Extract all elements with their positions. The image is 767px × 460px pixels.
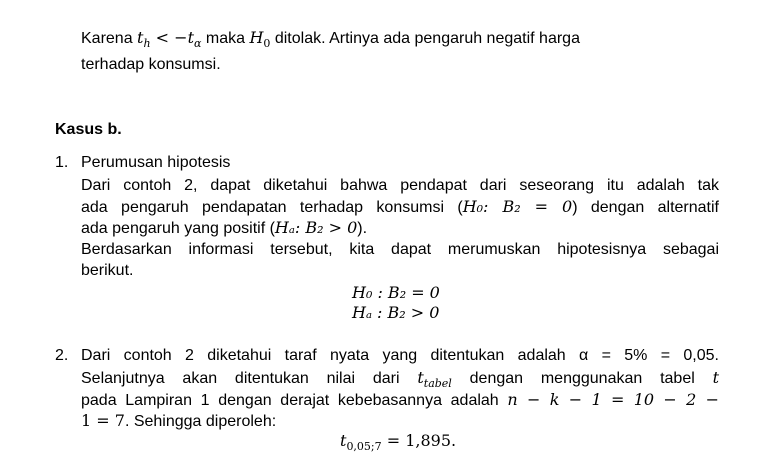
item-2-line-4: 1 = 7. Sehingga diperoleh:: [81, 411, 277, 430]
intro-line-2: terhadap konsumsi.: [81, 56, 221, 73]
item-2-number: 2.: [55, 347, 69, 364]
equation-t-result: $t_{0,05;7} = 1,895$.: [340, 431, 457, 454]
t-tabel-symbol: $t_{tabel}$: [417, 368, 452, 391]
intro-text: ditolak. Artinya ada pengaruh negatif harga: [270, 30, 580, 47]
case-heading: Kasus b.: [55, 121, 122, 138]
equation-h0: H₀ : B₂ = 0: [352, 283, 440, 302]
hypothesis-h0-inline: H₀: B₂ = 0: [462, 197, 573, 216]
item-1-p1-line-2: ada pengaruh pendapatan terhadap konsumsi (H₀: B₂ = 0) dengan alternatif: [81, 197, 719, 216]
less-than-symbol: < −: [150, 28, 188, 47]
t-symbol: t: [712, 368, 720, 387]
t-alpha-symbol: $t_\alpha$: [187, 28, 202, 51]
item-2-line-2: Selanjutnya akan ditentukan nilai dari $t_{tabel}$ dengan menggunakan tabel t: [81, 368, 720, 391]
item-1-p2-line-1: Berdasarkan informasi tersebut, kita dapat merumuskan hipotesisnya sebagai: [81, 241, 719, 258]
intro-text: maka: [201, 30, 250, 47]
item-2-line-3: pada Lampiran 1 dengan derajat kebebasannya adalah n − k − 1 = 10 − 2 −: [81, 390, 719, 409]
item-1-p1-line-3: ada pengaruh yang positif (Hₐ: B₂ > 0).: [81, 218, 368, 237]
t-h-symbol: $t_h$: [137, 28, 151, 51]
item-2-line-1: Dari contoh 2 diketahui taraf nyata yang ditentukan adalah α = 5% = 0,05.: [81, 347, 719, 364]
equation-ha: Hₐ : B₂ > 0: [352, 303, 440, 322]
intro-text: Karena: [81, 30, 138, 47]
item-1-p1-line-1: Dari contoh 2, dapat diketahui bahwa pendapat dari seseorang itu adalah tak: [81, 177, 719, 194]
hypothesis-ha-inline: Hₐ: B₂ > 0: [274, 218, 358, 237]
item-1-title: Perumusan hipotesis: [81, 154, 231, 171]
df-result: 1 = 7: [81, 411, 125, 430]
item-1-number: 1.: [55, 154, 69, 171]
h0-symbol: $H_0$: [249, 28, 271, 51]
intro-line-1: [81, 28, 580, 54]
df-expression: n − k − 1 = 10 − 2 −: [507, 390, 719, 409]
item-1-p2-line-2: berikut.: [81, 262, 134, 279]
